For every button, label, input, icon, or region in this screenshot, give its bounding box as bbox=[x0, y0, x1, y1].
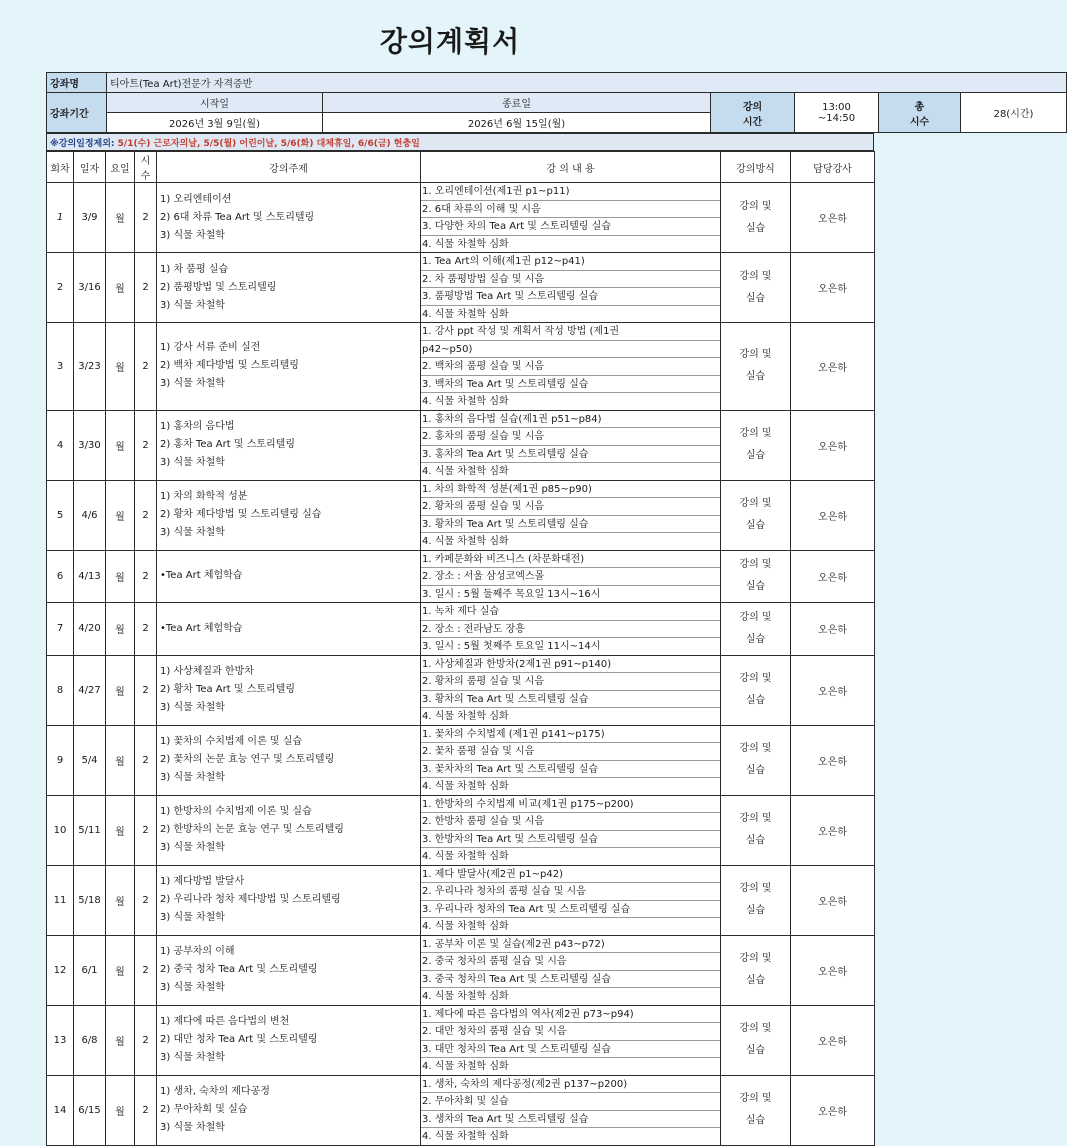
topic-line: 2) 품평방법 및 스토리텔링 bbox=[160, 281, 277, 293]
content-line: 3. 황차의 Tea Art 및 스토리텔링 실습 bbox=[421, 691, 720, 709]
row-hours: 2 bbox=[135, 795, 157, 865]
row-method bbox=[721, 480, 791, 550]
row-no: 7 bbox=[47, 603, 74, 656]
method-line: 실습 bbox=[745, 292, 766, 304]
content-line: 4. 식물 차철학 심화 bbox=[422, 308, 509, 320]
table-row bbox=[47, 1075, 875, 1145]
topic-line: 3) 식물 차철학 bbox=[160, 912, 225, 923]
method-line: 실습 bbox=[745, 581, 766, 593]
topic-line: 1) 생차, 숙차의 제다공정 bbox=[160, 1086, 270, 1097]
schedule-rows bbox=[47, 183, 875, 1146]
method-line: 강의 및 bbox=[739, 428, 772, 439]
table-row bbox=[47, 865, 875, 935]
content-line: 1. 오리엔테이션(제1권 p1~p11) bbox=[421, 183, 720, 201]
course-name-label: 강좌명 bbox=[47, 73, 107, 93]
topic-line: 2) 6대 차류 Tea Art 및 스토리텔링 bbox=[160, 211, 315, 223]
topic-line: 1) 꽃차의 수치법제 이론 및 실습 bbox=[160, 736, 303, 747]
row-hours: 2 bbox=[135, 603, 157, 656]
row-date: 3/23 bbox=[74, 323, 106, 411]
content-line: 3. 중국 청차의 Tea Art 및 스토리텔링 실습 bbox=[421, 971, 720, 989]
topic-line: 3) 식물 차철학 bbox=[160, 527, 225, 538]
topic-line: 2) 무아차회 및 실습 bbox=[160, 1104, 248, 1115]
col-header-method: 강의방식 bbox=[721, 152, 791, 183]
content-line: 1. 차의 화학적 성분(제1권 p85~p90) bbox=[421, 481, 720, 499]
method-line: 실습 bbox=[745, 222, 766, 234]
row-topic bbox=[157, 795, 421, 865]
topic-line: 3) 식물 차철학 bbox=[160, 772, 225, 783]
method-line: 강의 및 bbox=[739, 1093, 772, 1104]
row-teacher: 오은하 bbox=[791, 253, 875, 323]
row-date: 4/6 bbox=[74, 480, 106, 550]
topic-line: 1) 오리엔테이션 bbox=[160, 193, 232, 205]
row-no: 1 bbox=[47, 183, 74, 253]
row-day: 월 bbox=[106, 1075, 135, 1145]
row-content bbox=[421, 323, 721, 411]
col-header-teacher: 담당강사 bbox=[791, 152, 875, 183]
row-topic bbox=[157, 603, 421, 656]
table-row bbox=[47, 655, 875, 725]
row-hours: 2 bbox=[135, 480, 157, 550]
content-line: 4. 식물 차철학 심화 bbox=[422, 396, 509, 407]
row-no: 14 bbox=[47, 1075, 74, 1145]
method-line: 실습 bbox=[745, 905, 766, 916]
topic-line: 3) 식물 차철학 bbox=[160, 378, 225, 390]
content-line: 3. 일시 : 5월 둘째주 목요일 13시~16시 bbox=[422, 588, 601, 600]
content-line: 3. 홍차의 Tea Art 및 스토리텔링 실습 bbox=[421, 446, 720, 464]
row-day: 월 bbox=[106, 410, 135, 480]
method-line: 실습 bbox=[745, 975, 766, 986]
row-day: 월 bbox=[106, 603, 135, 656]
row-content bbox=[421, 1005, 721, 1075]
start-date-value: 2026년 3월 9일(월) bbox=[107, 113, 323, 133]
row-topic bbox=[157, 1005, 421, 1075]
topic-line: 2) 꽃차의 논문 효능 연구 및 스토리텔링 bbox=[160, 754, 335, 765]
row-no: 3 bbox=[47, 323, 74, 411]
topic-line: 1) 홍차의 음다법 bbox=[160, 421, 235, 432]
row-date: 4/27 bbox=[74, 655, 106, 725]
content-line: 2. 한방차 품평 실습 및 시음 bbox=[421, 813, 720, 831]
content-line: 4. 식물 차철학 심화 bbox=[422, 536, 509, 547]
row-teacher: 오은하 bbox=[791, 550, 875, 603]
content-line: 4. 식물 차철학 심화 bbox=[422, 781, 509, 792]
topic-line: 3) 식물 차철학 bbox=[160, 702, 225, 713]
content-line: 1. 생차, 숙차의 제다공정(제2권 p137~p200) bbox=[421, 1076, 720, 1094]
topic-line: 3) 식물 차철학 bbox=[160, 1122, 225, 1133]
row-no: 4 bbox=[47, 410, 74, 480]
method-line: 실습 bbox=[745, 765, 766, 776]
method-line: 실습 bbox=[745, 450, 766, 461]
method-line: 실습 bbox=[745, 371, 766, 383]
row-method bbox=[721, 795, 791, 865]
row-no: 6 bbox=[47, 550, 74, 603]
row-hours: 2 bbox=[135, 1005, 157, 1075]
content-line: 3. 품평방법 Tea Art 및 스토리텔링 실습 bbox=[421, 288, 720, 306]
row-content bbox=[421, 253, 721, 323]
content-line: 1. 강사 ppt 작성 및 계획서 작성 방법 (제1권 bbox=[421, 323, 720, 341]
page-title: 강의계획서 bbox=[379, 25, 521, 58]
row-hours: 2 bbox=[135, 1075, 157, 1145]
row-hours: 2 bbox=[135, 183, 157, 253]
row-content bbox=[421, 865, 721, 935]
row-topic bbox=[157, 410, 421, 480]
row-method bbox=[721, 655, 791, 725]
row-hours: 2 bbox=[135, 655, 157, 725]
table-row bbox=[47, 550, 875, 603]
method-line: 강의 및 bbox=[739, 743, 772, 754]
row-method bbox=[721, 725, 791, 795]
schedule-table bbox=[46, 151, 875, 1146]
method-line: 실습 bbox=[745, 1115, 766, 1126]
content-line: 2. 대만 청차의 품평 실습 및 시음 bbox=[421, 1023, 720, 1041]
row-day: 월 bbox=[106, 725, 135, 795]
method-line: 강의 및 bbox=[739, 813, 772, 824]
topic-line: 1) 사상체질과 한방차 bbox=[160, 666, 254, 677]
method-line: 강의 및 bbox=[739, 559, 772, 571]
row-teacher: 오은하 bbox=[791, 183, 875, 253]
topic-line: 2) 중국 청차 Tea Art 및 스토리텔링 bbox=[160, 964, 318, 975]
content-line: 1. 제다에 따른 음다법의 역사(제2권 p73~p94) bbox=[421, 1006, 720, 1024]
row-hours: 2 bbox=[135, 550, 157, 603]
content-line: 3. 백차의 Tea Art 및 스토리텔링 실습 bbox=[421, 376, 720, 394]
content-line: 2. 황차의 품평 실습 및 시음 bbox=[421, 498, 720, 516]
row-hours: 2 bbox=[135, 253, 157, 323]
content-line: 3. 다양한 차의 Tea Art 및 스토리텔링 실습 bbox=[421, 218, 720, 236]
col-header-content: 강 의 내 용 bbox=[421, 152, 721, 183]
row-date: 5/18 bbox=[74, 865, 106, 935]
row-hours: 2 bbox=[135, 323, 157, 411]
row-no: 5 bbox=[47, 480, 74, 550]
content-line: 2. 차 품평방법 실습 및 시음 bbox=[421, 271, 720, 289]
method-line: 강의 및 bbox=[739, 200, 772, 212]
row-day: 월 bbox=[106, 935, 135, 1005]
row-topic bbox=[157, 655, 421, 725]
row-teacher: 오은하 bbox=[791, 1005, 875, 1075]
content-line: 1. Tea Art의 이해(제1권 p12~p41) bbox=[421, 253, 720, 271]
topic-line: 2) 우리나라 청차 제다방법 및 스토리텔링 bbox=[160, 894, 341, 905]
row-no: 13 bbox=[47, 1005, 74, 1075]
row-method bbox=[721, 1075, 791, 1145]
course-name-value: 티아트(Tea Art)전문가 자격증반 bbox=[107, 73, 1067, 93]
row-method bbox=[721, 183, 791, 253]
content-line: 2. 장소 : 전라남도 장흥 bbox=[421, 621, 720, 639]
schedule-exclusion-note bbox=[46, 133, 874, 151]
content-line: 3. 생차의 Tea Art 및 스토리텔링 실습 bbox=[421, 1111, 720, 1129]
topic-line: 1) 제다방법 발달사 bbox=[160, 876, 245, 887]
row-no: 8 bbox=[47, 655, 74, 725]
content-line: 2. 장소 : 서울 삼성코엑스몰 bbox=[421, 568, 720, 586]
row-topic bbox=[157, 183, 421, 253]
row-teacher: 오은하 bbox=[791, 323, 875, 411]
row-hours: 2 bbox=[135, 865, 157, 935]
content-line: 4. 식물 차철학 심화 bbox=[422, 1061, 509, 1072]
row-method bbox=[721, 323, 791, 411]
row-day: 월 bbox=[106, 253, 135, 323]
topic-line: 3) 식물 차철학 bbox=[160, 229, 225, 241]
method-line: 강의 및 bbox=[739, 883, 772, 894]
row-topic bbox=[157, 865, 421, 935]
course-info-table bbox=[46, 72, 1067, 133]
method-line: 실습 bbox=[745, 835, 766, 846]
row-teacher: 오은하 bbox=[791, 865, 875, 935]
content-line: 3. 우리나라 청차의 Tea Art 및 스토리텔링 실습 bbox=[421, 901, 720, 919]
row-day: 월 bbox=[106, 865, 135, 935]
row-day: 월 bbox=[106, 655, 135, 725]
topic-line: 2) 백차 제다방법 및 스토리텔링 bbox=[160, 360, 299, 372]
row-topic bbox=[157, 550, 421, 603]
topic-line: 1) 차의 화학적 성분 bbox=[160, 491, 248, 502]
table-row bbox=[47, 253, 875, 323]
content-line: 4. 식물 차철학 심화 bbox=[422, 921, 509, 932]
topic-line: 2) 황차 Tea Art 및 스토리텔링 bbox=[160, 684, 295, 695]
row-date: 5/4 bbox=[74, 725, 106, 795]
row-teacher: 오은하 bbox=[791, 725, 875, 795]
topic-line: 1) 공부차의 이해 bbox=[160, 946, 235, 957]
lecture-time-value: 13:00 ~14:50 bbox=[795, 93, 879, 133]
start-date-label: 시작일 bbox=[107, 93, 323, 113]
row-no: 10 bbox=[47, 795, 74, 865]
row-method bbox=[721, 253, 791, 323]
topic-line: 1) 제다에 따른 음다법의 변천 bbox=[160, 1016, 290, 1027]
course-period-label: 강좌기간 bbox=[47, 93, 107, 133]
method-line: 실습 bbox=[745, 633, 766, 645]
table-row bbox=[47, 725, 875, 795]
table-row bbox=[47, 935, 875, 1005]
row-hours: 2 bbox=[135, 410, 157, 480]
row-method bbox=[721, 603, 791, 656]
row-topic bbox=[157, 480, 421, 550]
topic-line: 1) 차 품평 실습 bbox=[160, 263, 229, 275]
content-line: 2. 무아차회 및 실습 bbox=[421, 1093, 720, 1111]
row-method bbox=[721, 550, 791, 603]
row-teacher: 오은하 bbox=[791, 795, 875, 865]
content-line: 3. 일시 : 5월 첫째주 토요일 11시~14시 bbox=[422, 641, 601, 652]
row-no: 9 bbox=[47, 725, 74, 795]
col-header-topic: 강의주제 bbox=[157, 152, 421, 183]
topic-line: 3) 식물 차철학 bbox=[160, 457, 225, 468]
topic-line: 3) 식물 차철학 bbox=[160, 982, 225, 993]
content-line: 4. 식물 차철학 심화 bbox=[422, 466, 509, 477]
content-line: 2. 꽃차 품평 실습 및 시음 bbox=[421, 743, 720, 761]
row-content bbox=[421, 183, 721, 253]
topic-line: 2) 홍차 Tea Art 및 스토리텔링 bbox=[160, 439, 295, 450]
method-line: 강의 및 bbox=[739, 498, 772, 509]
method-line: 강의 및 bbox=[739, 611, 772, 623]
row-date: 6/8 bbox=[74, 1005, 106, 1075]
row-topic bbox=[157, 725, 421, 795]
content-line: 1. 한방차의 수치법제 비교(제1권 p175~p200) bbox=[421, 796, 720, 814]
row-topic bbox=[157, 323, 421, 411]
table-row bbox=[47, 603, 875, 656]
content-line: 1. 녹차 제다 실습 bbox=[421, 603, 720, 621]
total-hours-value: 28(시간) bbox=[961, 93, 1067, 133]
note-label: ※강의일정제외: bbox=[50, 138, 115, 149]
row-method bbox=[721, 410, 791, 480]
content-line: 4. 식물 차철학 심화 bbox=[422, 991, 509, 1002]
topic-line: 1) 강사 서류 준비 실전 bbox=[160, 342, 261, 354]
content-line: 4. 식물 차철학 심화 bbox=[422, 1131, 509, 1142]
method-line: 강의 및 bbox=[739, 349, 772, 361]
col-header-date: 일자 bbox=[74, 152, 106, 183]
row-method bbox=[721, 1005, 791, 1075]
table-row bbox=[47, 183, 875, 253]
content-line: 4. 식물 차철학 심화 bbox=[422, 238, 509, 250]
method-line: 실습 bbox=[745, 695, 766, 706]
topic-line: 2) 대만 청차 Tea Art 및 스토리텔링 bbox=[160, 1034, 318, 1045]
content-line: 4. 식물 차철학 심화 bbox=[422, 711, 509, 722]
row-hours: 2 bbox=[135, 935, 157, 1005]
row-content bbox=[421, 795, 721, 865]
content-line: p42~p50) bbox=[421, 341, 720, 359]
topic-line: 3) 식물 차철학 bbox=[160, 299, 225, 311]
topic-line: 3) 식물 차철학 bbox=[160, 842, 225, 853]
content-line: 2. 중국 청차의 품평 실습 및 시음 bbox=[421, 953, 720, 971]
row-content bbox=[421, 550, 721, 603]
row-method bbox=[721, 935, 791, 1005]
row-date: 3/30 bbox=[74, 410, 106, 480]
row-no: 12 bbox=[47, 935, 74, 1005]
col-header-no: 회차 bbox=[47, 152, 74, 183]
row-day: 월 bbox=[106, 480, 135, 550]
topic-line: 3) 식물 차철학 bbox=[160, 1052, 225, 1063]
row-teacher: 오은하 bbox=[791, 935, 875, 1005]
topic-line: 2) 한방차의 논문 효능 연구 및 스토리텔링 bbox=[160, 824, 344, 835]
content-line: 3. 한방차의 Tea Art 및 스토리텔링 실습 bbox=[421, 831, 720, 849]
method-line: 실습 bbox=[745, 520, 766, 531]
row-method bbox=[721, 865, 791, 935]
row-teacher: 오은하 bbox=[791, 480, 875, 550]
row-date: 3/16 bbox=[74, 253, 106, 323]
row-content bbox=[421, 480, 721, 550]
table-row bbox=[47, 480, 875, 550]
row-topic bbox=[157, 1075, 421, 1145]
row-content bbox=[421, 410, 721, 480]
row-content bbox=[421, 725, 721, 795]
topic-line: •Tea Art 체험학습 bbox=[160, 622, 243, 634]
row-content bbox=[421, 935, 721, 1005]
content-line: 3. 꽃차차의 Tea Art 및 스토리텔링 실습 bbox=[421, 761, 720, 779]
row-date: 4/13 bbox=[74, 550, 106, 603]
content-line: 2. 우리나라 청차의 품평 실습 및 시음 bbox=[421, 883, 720, 901]
col-header-hours: 시수 bbox=[135, 152, 157, 183]
method-line: 강의 및 bbox=[739, 270, 772, 282]
end-date-label: 종료일 bbox=[323, 93, 711, 113]
lecture-time-label: 강의 시간 bbox=[711, 93, 795, 133]
row-day: 월 bbox=[106, 183, 135, 253]
table-row bbox=[47, 1005, 875, 1075]
row-content bbox=[421, 1075, 721, 1145]
content-line: 3. 황차의 Tea Art 및 스토리텔링 실습 bbox=[421, 516, 720, 534]
row-teacher: 오은하 bbox=[791, 1075, 875, 1145]
method-line: 강의 및 bbox=[739, 1023, 772, 1034]
row-date: 6/15 bbox=[74, 1075, 106, 1145]
row-date: 4/20 bbox=[74, 603, 106, 656]
row-date: 3/9 bbox=[74, 183, 106, 253]
topic-line: 1) 한방차의 수치법제 이론 및 실습 bbox=[160, 806, 312, 817]
row-day: 월 bbox=[106, 550, 135, 603]
content-line: 1. 꽃차의 수치법제 (제1권 p141~p175) bbox=[421, 726, 720, 744]
row-no: 2 bbox=[47, 253, 74, 323]
row-teacher: 오은하 bbox=[791, 655, 875, 725]
row-content bbox=[421, 603, 721, 656]
content-line: 1. 사상체질과 한방차(2제1권 p91~p140) bbox=[421, 656, 720, 674]
row-teacher: 오은하 bbox=[791, 603, 875, 656]
row-hours: 2 bbox=[135, 725, 157, 795]
table-row bbox=[47, 795, 875, 865]
col-header-day: 요일 bbox=[106, 152, 135, 183]
row-day: 월 bbox=[106, 323, 135, 411]
row-date: 6/1 bbox=[74, 935, 106, 1005]
row-no: 11 bbox=[47, 865, 74, 935]
method-line: 강의 및 bbox=[739, 673, 772, 684]
content-line: 1. 홍차의 음다법 실습(제1권 p51~p84) bbox=[421, 411, 720, 429]
row-topic bbox=[157, 253, 421, 323]
topic-line: 2) 황차 제다방법 및 스토리텔링 실습 bbox=[160, 509, 322, 520]
content-line: 1. 공부차 이론 및 실습(제2권 p43~p72) bbox=[421, 936, 720, 954]
content-line: 1. 제다 발달사(제2권 p1~p42) bbox=[421, 866, 720, 884]
end-date-value: 2026년 6월 15일(월) bbox=[323, 113, 711, 133]
content-line: 4. 식물 차철학 심화 bbox=[422, 851, 509, 862]
content-line: 1. 카페문화와 비즈니스 (차문화대전) bbox=[421, 551, 720, 569]
topic-line: •Tea Art 체험학습 bbox=[160, 570, 243, 582]
lecture-plan bbox=[46, 72, 1034, 1146]
content-line: 3. 대만 청차의 Tea Art 및 스토리텔링 실습 bbox=[421, 1041, 720, 1059]
row-date: 5/11 bbox=[74, 795, 106, 865]
content-line: 2. 백차의 품평 실습 및 시음 bbox=[421, 358, 720, 376]
row-topic bbox=[157, 935, 421, 1005]
content-line: 2. 6대 차류의 이해 및 시음 bbox=[421, 201, 720, 219]
row-content bbox=[421, 655, 721, 725]
content-line: 2. 홍차의 품평 실습 및 시음 bbox=[421, 428, 720, 446]
method-line: 실습 bbox=[745, 1045, 766, 1056]
total-hours-label: 총 시수 bbox=[879, 93, 961, 133]
table-row bbox=[47, 410, 875, 480]
row-teacher: 오은하 bbox=[791, 410, 875, 480]
row-day: 월 bbox=[106, 1005, 135, 1075]
note-text: 5/1(수) 근로자의날, 5/5(월) 어린이날, 5/6(화) 대체휴일, 6/6(금) 현충일 bbox=[114, 138, 420, 149]
table-row bbox=[47, 323, 875, 411]
method-line: 강의 및 bbox=[739, 953, 772, 964]
row-day: 월 bbox=[106, 795, 135, 865]
content-line: 2. 황차의 품평 실습 및 시음 bbox=[421, 673, 720, 691]
